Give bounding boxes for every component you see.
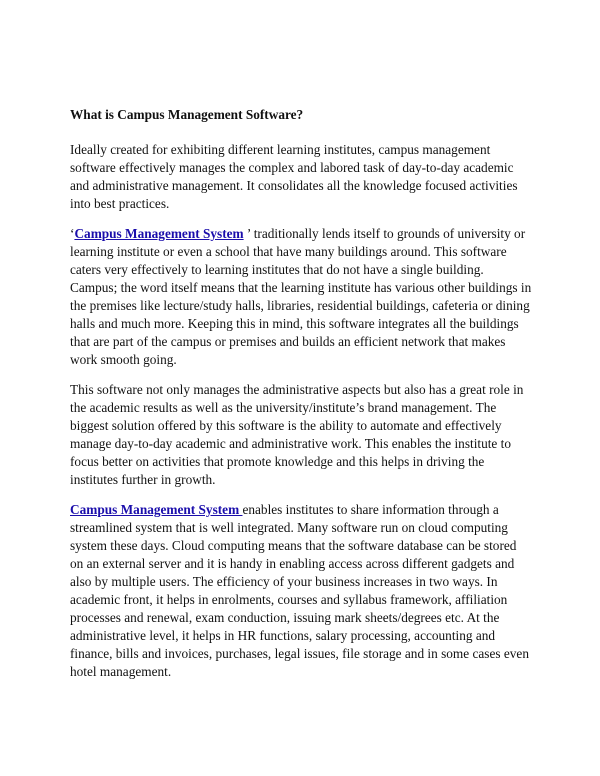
paragraph-cloud xyxy=(70,501,532,681)
paragraph-text: This software not only manages the administrative aspects but also has a great role in the academic results as well as the university/institute’s brand management. The biggest solution offered by this software is the ability to automate and effectively manage day-to-day academic and administrative work. This enables the institute to focus better on activities that promote knowledge and this helps in driving the institutes further in growth. xyxy=(70,382,524,487)
page-title: What is Campus Management Software? xyxy=(70,107,304,122)
paragraph-benefits xyxy=(70,381,532,489)
paragraph-campus-definition xyxy=(70,225,532,369)
quote-open: ‘ xyxy=(70,226,75,241)
campus-management-system-link[interactable]: Campus Management System xyxy=(74,226,244,241)
paragraph-text: enables institutes to share information through a streamlined system that is well integrated. Many software run on cloud computing system these days. Cloud computing means that the software database can be stored on an external server and it is handy in enabling access across different gadgets and also by multiple users. The efficiency of your business increases in two ways. In academic front, it helps in enrolments, courses and syllabus framework, affiliation processes and renewal, exam conduction, issuing mark sheets/degrees etc. At the administrative level, it helps in HR functions, salary processing, accounting and finance, bills and invoices, purchases, legal issues, file storage and in some cases even hotel management. xyxy=(70,502,529,679)
paragraph-text: ’ traditionally lends itself to grounds of university or learning institute or even a school that have many buildings around. This software caters very effectively to learning institutes that do not have a single building. Campus; the word itself means that the learning institute has various other buildings in the premises like lecture/study halls, libraries, residential buildings, cafeteria or dining halls and much more. Keeping this in mind, this software integrates all the buildings that are part of the campus or premises and builds an efficient network that makes work smooth going. xyxy=(70,226,532,367)
paragraph-intro xyxy=(70,141,532,213)
paragraph-text: Ideally created for exhibiting different learning institutes, campus management software effectively manages the complex and labored task of day-to-day academic and administrative management. It consolidates all the knowledge focused activities into best practices. xyxy=(70,142,518,211)
campus-management-system-link-2[interactable]: Campus Management System xyxy=(70,502,243,517)
document-page xyxy=(70,106,532,693)
